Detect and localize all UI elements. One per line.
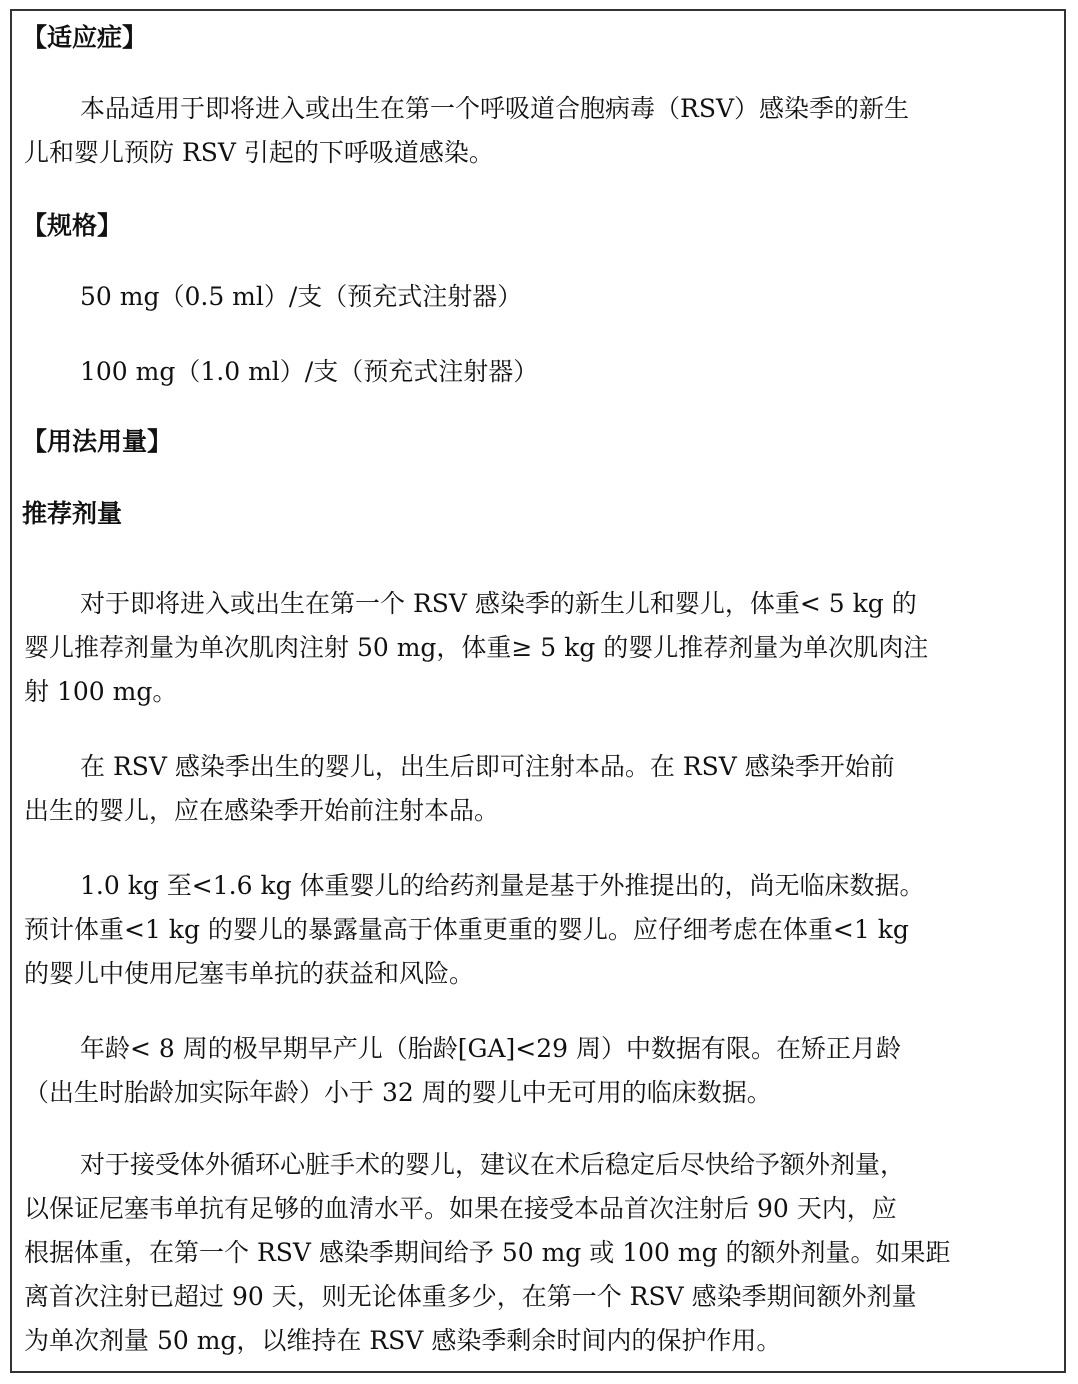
heading-dosage: 【用法用量】 [22,427,173,456]
text-line: 婴儿推荐剂量为单次肌肉注射 50 mg，体重≥ 5 kg 的婴儿推荐剂量为单次肌肉注 [24,633,929,662]
text-line: 出生的婴儿，应在感染季开始前注射本品。 [24,796,500,825]
dosage-paragraph [24,745,895,833]
heading-indications: 【适应症】 [22,23,148,52]
text-line: 为单次剂量 50 mg，以维持在 RSV 感染季剩余时间内的保护作用。 [24,1326,782,1355]
text-line: 儿和婴儿预防 RSV 引起的下呼吸道感染。 [24,138,494,167]
indications-paragraph [24,87,909,175]
text-line: 对于接受体外循环心脏手术的婴儿，建议在术后稳定后尽快给予额外剂量， [80,1150,906,1179]
text-line: 射 100 mg。 [24,677,178,706]
dosage-paragraph [24,582,928,714]
text-line: 的婴儿中使用尼塞韦单抗的获益和风险。 [24,959,475,988]
dosage-paragraph [24,1027,901,1115]
dosage-paragraph [24,1143,951,1363]
text-line: 离首次注射已超过 90 天，则无论体重多少，在第一个 RSV 感染季期间额外剂量 [24,1282,917,1311]
text-line: 根据体重，在第一个 RSV 感染季期间给予 50 mg 或 100 mg 的额外剂量。如果距 [24,1238,951,1267]
spec-item: 100 mg（1.0 ml）/支（预充式注射器） [80,357,539,386]
heading-specification: 【规格】 [22,211,123,240]
dosage-paragraph [24,864,925,996]
text-line: （出生时胎龄加实际年龄）小于 32 周的婴儿中无可用的临床数据。 [24,1078,772,1107]
subheading-recommended-dose: 推荐剂量 [22,499,123,528]
text-line: 对于即将进入或出生在第一个 RSV 感染季的新生儿和婴儿，体重< 5 kg 的 [80,589,917,618]
text-line: 在 RSV 感染季出生的婴儿，出生后即可注射本品。在 RSV 感染季开始前 [80,752,895,781]
text-line: 预计体重<1 kg 的婴儿的暴露量高于体重更重的婴儿。应仔细考虑在体重<1 kg [24,915,909,944]
spec-item: 50 mg（0.5 ml）/支（预充式注射器） [80,282,523,311]
text-line: 1.0 kg 至<1.6 kg 体重婴儿的给药剂量是基于外推提出的，尚无临床数据。 [80,871,925,900]
text-line: 年龄< 8 周的极早期早产儿（胎龄[GA]<29 周）中数据有限。在矫正月龄 [80,1034,901,1063]
text-line: 以保证尼塞韦单抗有足够的血清水平。如果在接受本品首次注射后 90 天内，应 [24,1194,897,1223]
text-line: 本品适用于即将进入或出生在第一个呼吸道合胞病毒（RSV）感染季的新生 [80,94,910,123]
